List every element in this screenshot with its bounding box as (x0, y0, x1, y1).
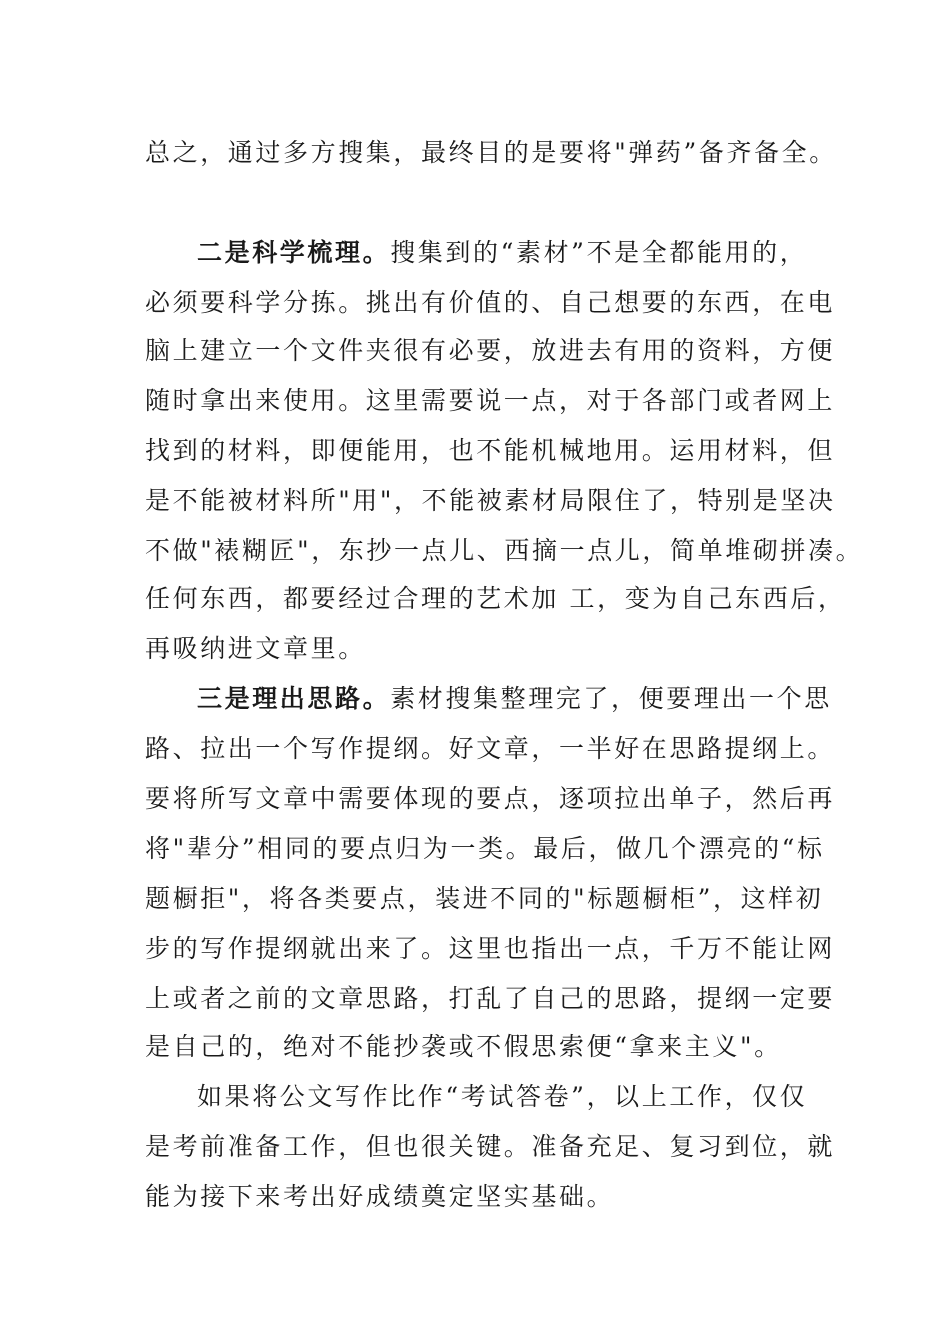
text-line: 不做"裱糊匠"，东抄一点儿、西摘一点儿，简单堆砌拼凑。 (145, 536, 864, 565)
text-line: 找到的材料，即便能用，也不能机械地用。运用材料，但 (145, 436, 836, 465)
text-line: 是不能被材料所"用"，不能被素材局限住了，特别是坚决 (145, 486, 836, 515)
paragraph-two-line (145, 436, 835, 466)
text-line: 脑上建立一个文件夹很有必要，放进去有用的资料，方便 (145, 336, 836, 365)
text-line: 素材搜集整理完了，便要理出一个思 (390, 684, 832, 713)
section-heading-three: 三是理出思路。 (197, 684, 391, 713)
text-line: 是自己的，绝对不能抄袭或不假思索便“拿来主义"。 (145, 1032, 782, 1061)
paragraph-three-line (145, 934, 835, 964)
paragraph-closing-first-line (197, 1082, 807, 1112)
paragraph-two-line (145, 288, 835, 318)
text-line: 能为接下来考出好成绩奠定坚实基础。 (145, 1182, 615, 1211)
paragraph-three-line (145, 984, 835, 1014)
text-line: 路、拉出一个写作提纲。好文章，一半好在思路提纲上。 (145, 734, 836, 763)
text-line: 是考前准备工作，但也很关键。准备充足、复习到位，就 (145, 1132, 836, 1161)
text-line: 随时拿出来使用。这里需要说一点，对于各部门或者网上 (145, 386, 836, 415)
paragraph-two-line (145, 584, 846, 614)
text-line: 搜集到的“素材”不是全都能用的， (390, 238, 808, 267)
paragraph-two-line (145, 386, 835, 416)
section-heading-two: 二是科学梳理。 (197, 238, 391, 267)
paragraph-two-first-line (197, 238, 807, 268)
paragraph-closing-line (145, 1182, 614, 1212)
text-line: 任何东西，都要经过合理的艺术加 工，变为自己东西后， (145, 584, 846, 613)
paragraph-two-line (145, 486, 836, 516)
paragraph-two-line (145, 634, 366, 664)
text-line: 必须要科学分拣。挑出有价值的、自己想要的东西，在电 (145, 288, 836, 317)
paragraph-closing-line (145, 1132, 835, 1162)
paragraph-intro-end-line (145, 138, 837, 168)
text-line: 要将所写文章中需要体现的要点，逐项拉出单子，然后再 (145, 784, 836, 813)
paragraph-three-line (145, 834, 825, 864)
paragraph-three-line (145, 784, 835, 814)
text-line: 总之，通过多方搜集，最终目的是要将"弹药”备齐备全。 (145, 138, 837, 167)
text-line: 上或者之前的文章思路，打乱了自己的思路，提纲一定要 (145, 984, 836, 1013)
paragraph-two-line (145, 336, 835, 366)
paragraph-three-line (145, 734, 835, 764)
text-line: 如果将公文写作比作“考试答卷”，以上工作，仅仅 (197, 1082, 808, 1111)
text-line: 将"辈分”相同的要点归为一类。最后，做几个漂亮的“标 (145, 834, 825, 863)
paragraph-three-line (145, 1032, 782, 1062)
text-line: 再吸纳进文章里。 (145, 634, 366, 663)
paragraph-three-first-line (197, 684, 832, 714)
paragraph-three-line (145, 884, 823, 914)
text-line: 步的写作提纲就出来了。这里也指出一点，千万不能让网 (145, 934, 836, 963)
text-line: 题橱拒"，将各类要点，装进不同的"标题橱柜”，这样初 (145, 884, 824, 913)
paragraph-two-line (145, 536, 863, 566)
